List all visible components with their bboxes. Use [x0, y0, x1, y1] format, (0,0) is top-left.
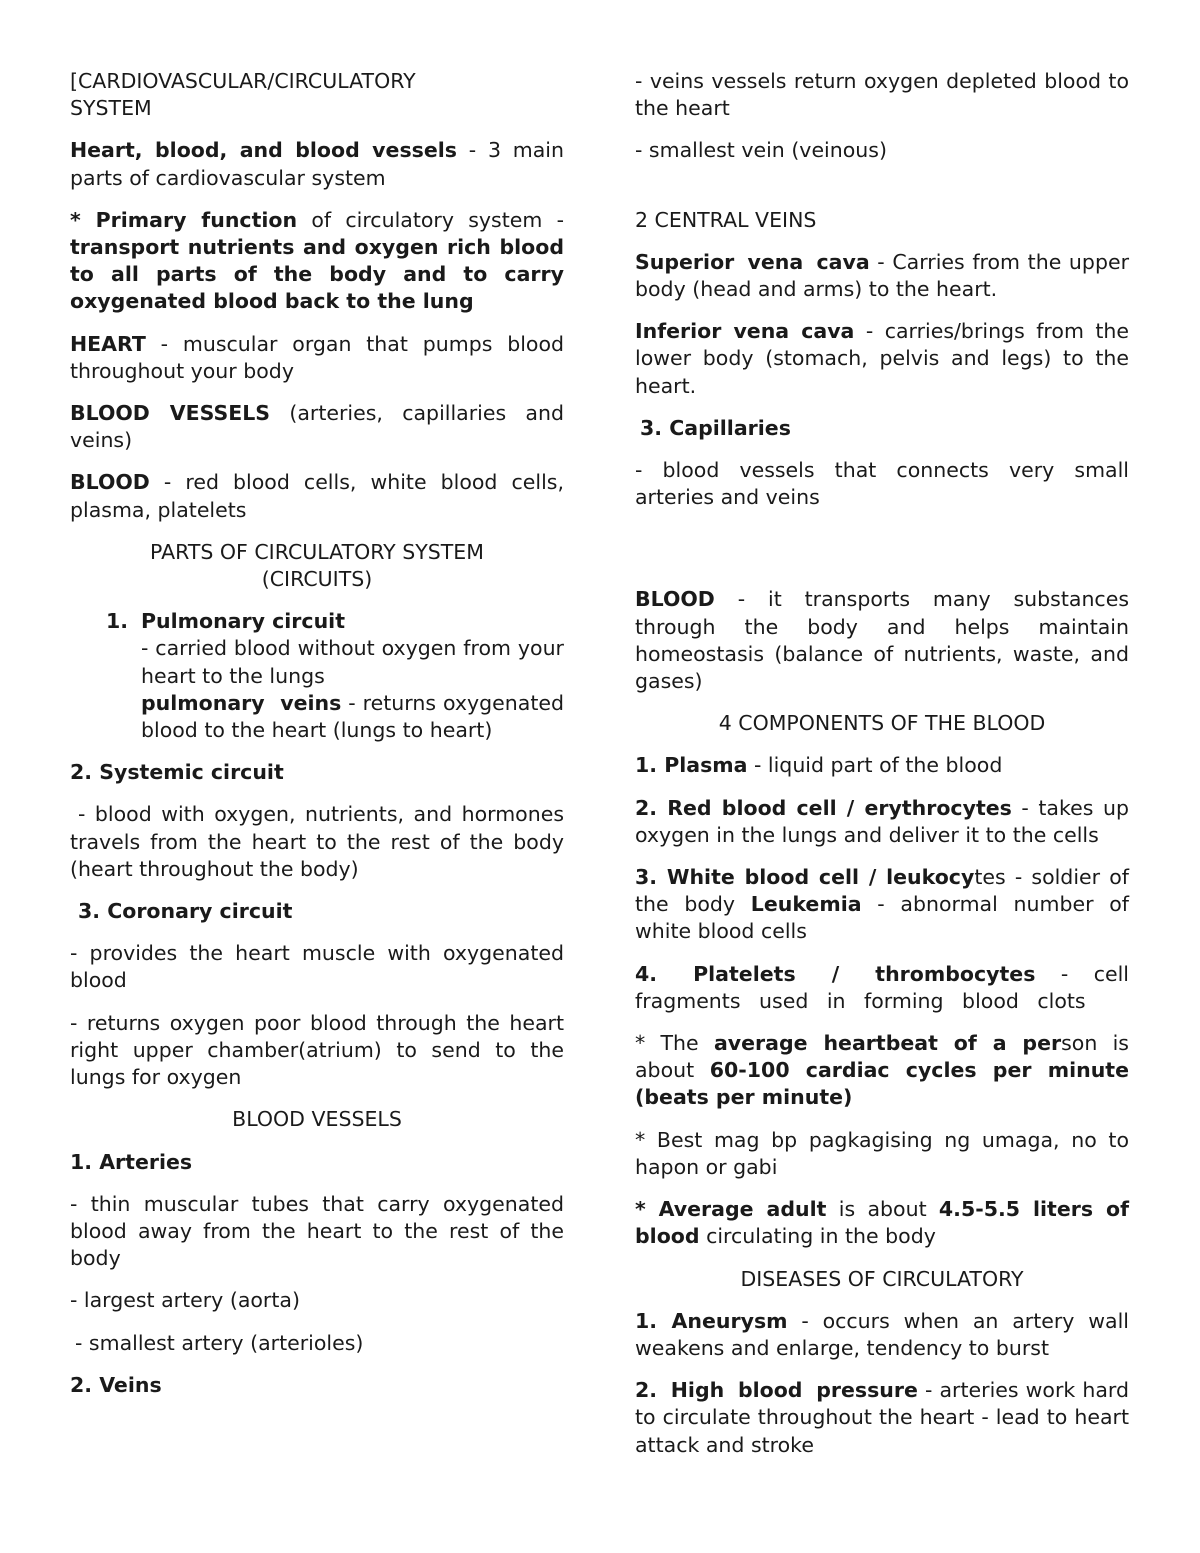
term: 4. Platelets / thrombocytes: [635, 961, 1036, 986]
term: 2. High blood pressure: [635, 1378, 918, 1403]
term: 1. Plasma: [635, 753, 748, 778]
paragraph-superior-vena-cava: [635, 249, 1129, 303]
definition: (arteries, capillaries and veins): [70, 401, 564, 453]
heading-text: BLOOD VESSELS: [232, 1107, 402, 1132]
definition: tes - soldier of the body: [635, 865, 1129, 917]
term: Superior vena cava: [635, 249, 870, 274]
paragraph-coronary-2: [70, 1010, 564, 1092]
spacer: [635, 180, 1129, 207]
paragraph-veins-2: [635, 137, 1129, 164]
paragraph-text: - blood with oxygen, nutrients, and hormones travels from the heart to the rest of the body (heart throughout the body): [70, 802, 564, 881]
term: 2. Red blood cell / erythrocytes: [635, 795, 1012, 820]
definition: - occurs when an artery wall weakens and enlarge, tendency to burst: [635, 1308, 1129, 1360]
paragraph-coronary-1: [70, 940, 564, 994]
term: Heart, blood, and blood vessels: [70, 138, 457, 163]
term: BLOOD: [635, 587, 715, 612]
paragraph-text: * Best mag bp pagkagising ng umaga, no to hapon or gabi: [635, 1127, 1129, 1179]
paragraph-bp-note: [635, 1127, 1129, 1181]
text: circulating in the body: [699, 1224, 936, 1249]
heading-components-of-blood: [635, 710, 1129, 737]
definition: - muscular organ that pumps blood throughout your body: [70, 331, 564, 383]
list-number: 1.: [106, 609, 129, 634]
heading-text: 4 COMPONENTS OF THE BLOOD: [718, 711, 1046, 736]
heading-text: 3. Coronary circuit: [78, 899, 293, 924]
definition: - carries/brings from the lower body (stomach, pelvis and legs) to the heart.: [635, 319, 1130, 398]
pulmonary-veins: [141, 690, 564, 744]
paragraph-text: - blood vessels that connects very small arteries and veins: [635, 458, 1129, 510]
heading-capillaries: [635, 415, 1129, 442]
heading-text: 3. Capillaries: [640, 415, 791, 440]
definition: - abnormal number of white blood cells: [635, 892, 1129, 944]
paragraph-veins-1: [635, 68, 1129, 122]
paragraph-text: - largest artery (aorta): [70, 1288, 300, 1313]
paragraph-text: - returns oxygen poor blood through the heart right upper chamber(atrium) to send to the lungs for oxygen: [70, 1010, 564, 1090]
definition: - red blood cells, white blood cells, plasma, platelets: [70, 470, 564, 522]
heading-central-veins: [635, 207, 1129, 234]
term: Leukemia: [750, 892, 862, 917]
definition: - it transports many substances through the body and helps maintain homeostasis (balance of nutrients, waste, and gases): [635, 587, 1129, 694]
paragraph-heartbeat: [635, 1030, 1129, 1112]
heading-text: PARTS OF CIRCULATORY SYSTEM (CIRCUITS): [150, 539, 484, 592]
paragraph-blood-homeostasis: [635, 586, 1129, 695]
paragraph-systemic: [70, 801, 564, 883]
document-title: [70, 68, 490, 122]
list-item-body: [106, 608, 565, 744]
heading-arteries: [70, 1149, 564, 1176]
term: HEART: [70, 331, 146, 356]
title-text: [CARDIOVASCULAR/CIRCULATORY SYSTEM: [70, 69, 416, 121]
left-column: [70, 68, 564, 1414]
definition: of circulatory system -: [297, 207, 564, 232]
definition: - returns oxygenated blood to the heart (lungs to heart): [141, 690, 565, 743]
paragraph-white-blood-cell: [635, 864, 1129, 946]
right-column: [635, 68, 1129, 1474]
heading-coronary-circuit: [70, 898, 564, 925]
heading-text: 2. Veins: [70, 1372, 162, 1397]
definition: - takes up oxygen in the lungs and deliver it to the cells: [635, 795, 1129, 847]
term: 3. White blood cell / leukocy: [635, 865, 975, 890]
heading-text: DISEASES OF CIRCULATORY: [740, 1266, 1024, 1291]
paragraph-primary-function: [70, 207, 564, 316]
paragraph-capillaries: [635, 457, 1129, 511]
list-title: Pulmonary circuit: [141, 609, 345, 634]
text: is about: [826, 1197, 939, 1222]
paragraph-text: - smallest artery (arterioles): [75, 1330, 364, 1355]
paragraph-aneurysm: [635, 1308, 1129, 1362]
term: 1. Aneurysm: [635, 1308, 788, 1333]
term: Inferior vena cava: [635, 319, 855, 344]
paragraph-red-blood-cell: [635, 795, 1129, 849]
term: pulmonary veins: [141, 690, 342, 715]
spacer: [635, 526, 1129, 586]
definition: - cell fragments used in forming blood clots: [635, 961, 1129, 1013]
definition: - liquid part of the blood: [747, 753, 1003, 778]
paragraph-arteries-3: [70, 1330, 564, 1357]
heading-diseases: [635, 1266, 1129, 1293]
paragraph-text: - veins vessels return oxygen depleted blood to the heart: [635, 69, 1129, 121]
emphasis: 4.5-5.5 liters of blood: [635, 1197, 1129, 1249]
paragraph-main-parts: [70, 137, 564, 191]
heading-text: 2 CENTRAL VEINS: [635, 207, 817, 232]
pulmonary-description: - carried blood without oxygen from your heart to the lungs: [141, 636, 564, 688]
text: * The: [635, 1031, 714, 1056]
paragraph-blood: [70, 469, 564, 523]
paragraph-heart: [70, 331, 564, 385]
heading-text: 2. Systemic circuit: [70, 760, 284, 785]
term: * Primary function: [70, 207, 298, 232]
emphasis: 60-100 cardiac cycles per minute (beats per minute): [635, 1058, 1129, 1110]
paragraph-text: - smallest vein (veinous): [635, 138, 887, 163]
heading-parts-of-circulatory-system: [70, 539, 564, 593]
definition: - arteries work hard to circulate throughout the heart - lead to heart attack and stroke: [635, 1378, 1129, 1457]
heading-systemic-circuit: [70, 759, 564, 786]
list-item-pulmonary: [106, 608, 565, 744]
heading-text: 1. Arteries: [70, 1149, 193, 1174]
paragraph-high-blood-pressure: [635, 1377, 1129, 1459]
definition: - Carries from the upper body (head and arms) to the heart.: [635, 249, 1129, 302]
paragraph-inferior-vena-cava: [635, 318, 1129, 400]
text: son is about: [635, 1031, 1129, 1083]
term: BLOOD VESSELS: [70, 401, 271, 426]
paragraph-arteries-1: [70, 1191, 564, 1273]
paragraph-blood-vessels: [70, 400, 564, 454]
paragraph-text: - provides the heart muscle with oxygenated blood: [70, 941, 564, 993]
heading-blood-vessels: [70, 1106, 564, 1133]
emphasis: transport nutrients and oxygen rich blood to all parts of the body and to carry oxygenated blood back to the lung: [70, 235, 564, 314]
paragraph-text: - thin muscular tubes that carry oxygenated blood away from the heart to the rest of the body: [70, 1191, 564, 1271]
paragraph-arteries-2: [70, 1287, 564, 1314]
paragraph-average-adult: [635, 1196, 1129, 1250]
emphasis: average heartbeat of a per: [713, 1031, 1062, 1056]
paragraph-plasma: [635, 752, 1129, 779]
heading-veins: [70, 1372, 564, 1399]
emphasis: * Average adult: [635, 1197, 827, 1222]
definition: - 3 main parts of cardiovascular system: [70, 138, 564, 190]
term: BLOOD: [70, 470, 150, 495]
paragraph-platelets: [635, 961, 1129, 1015]
